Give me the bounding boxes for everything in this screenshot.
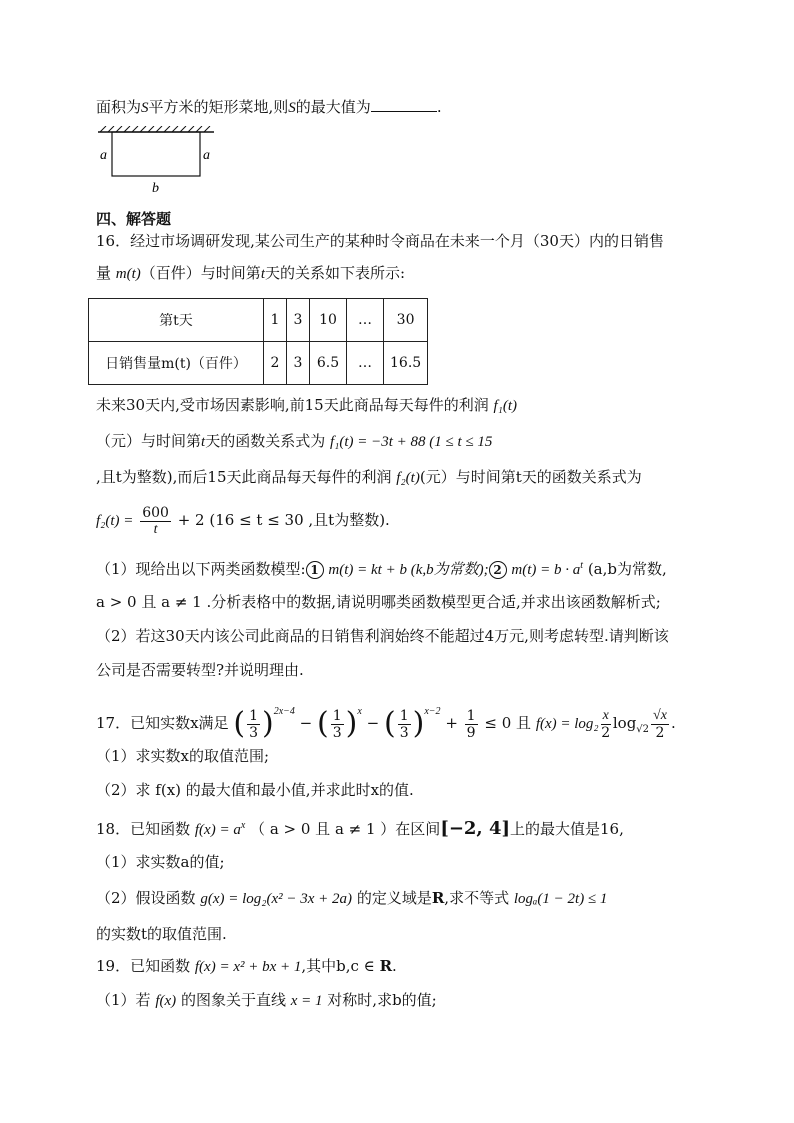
q17-line1 xyxy=(96,690,676,752)
label-a-left: a xyxy=(100,148,107,163)
set-R: R xyxy=(431,889,445,907)
log-base: √2 xyxy=(636,724,650,735)
numerator: 1 xyxy=(399,707,409,724)
operator: − xyxy=(366,714,380,732)
text: 未来30天内,受市场因素影响,前15天此商品每天每件的利润 xyxy=(96,396,489,414)
text: 量 xyxy=(96,264,112,282)
func-f: f(x) = log₂ xyxy=(535,716,599,732)
fraction xyxy=(247,708,260,741)
text: 天的函数关系式为 xyxy=(205,432,326,450)
paren: ) xyxy=(412,706,425,741)
numerator: 1 xyxy=(332,707,342,724)
func-g: g(x) = log₂(x² − 3x + 2a) xyxy=(200,891,353,907)
q15-tail-line xyxy=(96,96,442,119)
label-b: b xyxy=(152,181,159,196)
line-eq: x = 1 xyxy=(290,993,323,1009)
sales-table xyxy=(88,298,428,385)
func-f: f(x) xyxy=(155,993,177,1009)
formula-f2-lhs: f₂(t) = xyxy=(96,513,134,529)
q18-part2-line1 xyxy=(96,887,607,910)
q18-part1: （1）求实数a的值; xyxy=(96,853,225,871)
denominator: t xyxy=(153,521,158,537)
wall-hatching xyxy=(100,126,210,132)
text: 19．已知函数 xyxy=(96,957,191,975)
text: 的定义域是 xyxy=(356,889,432,907)
q19-part1 xyxy=(96,989,437,1012)
q16-line4 xyxy=(96,430,492,453)
paren: ( xyxy=(383,706,396,741)
text: (a,b为常数, xyxy=(587,560,667,578)
paren: ( xyxy=(233,706,246,741)
q18-part2-line2: 的实数t的取值范围. xyxy=(96,925,227,943)
q15-text: 平方米的矩形菜地,则 xyxy=(148,98,289,116)
q17-part2: （2）求 f(x) 的最大值和最小值,并求此时x的值. xyxy=(96,781,414,799)
var-t: t xyxy=(201,434,206,450)
table-row xyxy=(89,299,428,342)
var-s: S xyxy=(288,100,296,116)
text: （2）假设函数 xyxy=(96,889,196,907)
text: 天的关系如下表所示: xyxy=(264,264,406,282)
denominator: 3 xyxy=(249,724,258,741)
q17-part1: （1）求实数x的取值范围; xyxy=(96,747,270,765)
operator: − xyxy=(299,714,313,732)
denominator: 2 xyxy=(655,724,665,741)
fraction xyxy=(651,708,669,741)
period: . xyxy=(392,957,397,975)
numerator: 1 xyxy=(466,707,476,724)
q16-line6 xyxy=(96,500,390,541)
numerator: √x xyxy=(653,707,667,723)
denominator: 2 xyxy=(601,724,611,741)
table-cell: 16.5 xyxy=(384,342,428,385)
text: （1）现给出以下两类函数模型: xyxy=(96,560,306,578)
numerator: x xyxy=(602,707,609,723)
answer-blank xyxy=(371,97,437,112)
table-cell: 3 xyxy=(287,299,310,342)
table-row xyxy=(89,342,428,385)
fraction xyxy=(331,708,344,741)
q16-line3 xyxy=(96,394,517,417)
fraction xyxy=(398,708,411,741)
fraction xyxy=(601,708,611,741)
label-a-right: a xyxy=(203,148,210,163)
text: （元）与时间第 xyxy=(96,432,202,450)
set-R: R xyxy=(379,957,393,975)
period: . xyxy=(436,98,442,116)
text: ,且t为整数),而后15天此商品每天每件的利润 xyxy=(96,468,392,486)
model-2: m(t) = b · a xyxy=(511,562,581,578)
text: 17．已知实数x满足 xyxy=(96,714,229,732)
paren: ) xyxy=(345,706,358,741)
var-s: S xyxy=(141,100,149,116)
inequality: logₐ(1 − 2t) ≤ 1 xyxy=(513,891,608,907)
fraction xyxy=(465,708,478,741)
table-header-cell: 日销售量m(t)（百件） xyxy=(89,342,264,385)
circled-number: 1 xyxy=(306,561,324,579)
q16-part1-line1 xyxy=(96,555,667,581)
q16-part2-line2: 公司是否需要转型?并说明理由. xyxy=(96,661,304,679)
table-cell: 30 xyxy=(384,299,428,342)
q16-line5 xyxy=(96,466,642,489)
func-f: f(x) = a xyxy=(194,822,241,838)
q16-line2 xyxy=(96,262,405,285)
func-m: m(t) xyxy=(115,266,141,282)
text: (元）与时间第t天的函数关系式为 xyxy=(419,468,642,486)
rectangle-figure xyxy=(96,126,226,198)
exponent: x xyxy=(240,820,246,831)
superscript: t xyxy=(580,560,584,571)
table-cell: 1 xyxy=(264,299,287,342)
table-cell: 2 xyxy=(264,342,287,385)
var-t: t xyxy=(260,266,265,282)
text: + 2 (16 ≤ t ≤ 30 ,且t为整数). xyxy=(177,511,390,529)
numerator: 1 xyxy=(249,707,258,724)
q16-part2-line1: （2）若这30天内该公司此商品的日销售利润始终不能超过4万元,则考虑转型.请判断该 xyxy=(96,627,669,645)
denominator: 3 xyxy=(332,724,342,741)
q16-part1-line2: a > 0 且 a ≠ 1 .分析表格中的数据,请说明哪类函数模型更合适,并求出该函数解析式; xyxy=(96,593,661,611)
exponent: 2x−4 xyxy=(273,706,295,717)
table-cell: 6.5 xyxy=(310,342,347,385)
text: ,其中b,c ∈ xyxy=(301,957,375,975)
log: log xyxy=(612,714,637,732)
table-header-cell: 第t天 xyxy=(89,299,264,342)
text: 对称时,求b的值; xyxy=(327,991,437,1009)
text: 18．已知函数 xyxy=(96,820,191,838)
denominator: 9 xyxy=(466,724,476,741)
text: ≤ 0 且 xyxy=(484,714,532,732)
q19-line1 xyxy=(96,955,397,978)
formula-f1: f₁(t) = −3t + 88 (1 ≤ t ≤ 15 xyxy=(329,434,493,450)
func-f2: f₂(t) xyxy=(396,470,420,486)
text: （1）若 xyxy=(96,991,151,1009)
paren: ) xyxy=(261,706,274,741)
q15-text: 的最大值为 xyxy=(295,98,371,116)
exponent: x xyxy=(357,706,362,717)
q16-line1: 16．经过市场调研发现,某公司生产的某种时令商品在未来一个月（30天）内的日销售 xyxy=(96,232,664,250)
numerator: 600 xyxy=(142,504,169,521)
func-f1: f₁(t) xyxy=(493,398,518,414)
circled-number: 2 xyxy=(489,561,507,579)
text: 的图象关于直线 xyxy=(180,991,286,1009)
denominator: 3 xyxy=(399,724,409,741)
q15-text: 面积为 xyxy=(96,98,142,116)
table-cell: … xyxy=(347,342,384,385)
section-heading: 四、解答题 xyxy=(96,210,172,228)
text: 上的最大值是16, xyxy=(510,820,624,838)
paren: ( xyxy=(317,706,329,741)
text: （ a > 0 且 a ≠ 1 ）在区间 xyxy=(250,820,441,838)
func-f: f(x) = x² + bx + 1 xyxy=(194,959,302,975)
rectangle xyxy=(112,132,200,176)
text: ,求不等式 xyxy=(444,889,510,907)
interval: [−2, 4] xyxy=(440,818,511,839)
exponent: x−2 xyxy=(424,706,441,717)
table-cell: 10 xyxy=(310,299,347,342)
q18-line1 xyxy=(96,815,624,841)
table-cell: … xyxy=(347,299,384,342)
table-cell: 3 xyxy=(287,342,310,385)
operator: + xyxy=(445,714,458,732)
model-1: m(t) = kt + b (k,b为常数); xyxy=(328,562,489,578)
fraction xyxy=(140,505,171,538)
period: . xyxy=(670,714,676,732)
text: （百件）与时间第 xyxy=(140,264,261,282)
